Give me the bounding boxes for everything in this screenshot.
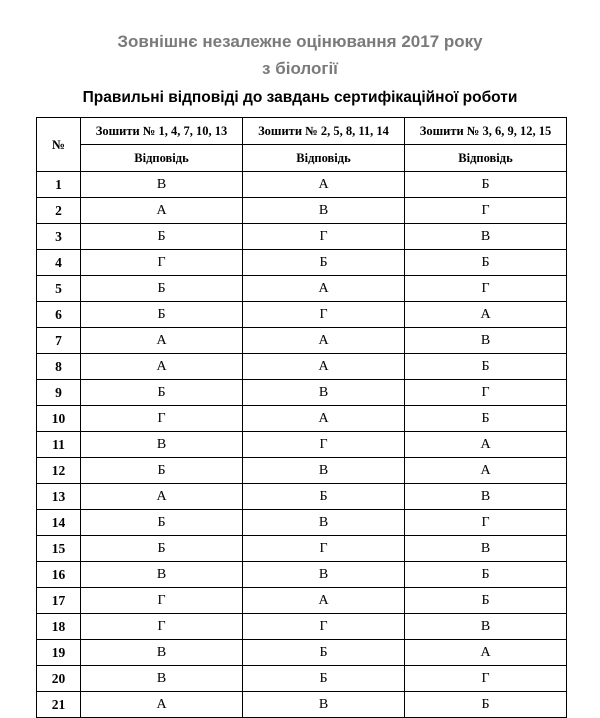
answer-cell: В: [405, 484, 567, 510]
answer-cell: Б: [405, 172, 567, 198]
question-number: 14: [37, 510, 81, 536]
question-number: 13: [37, 484, 81, 510]
answer-cell: В: [81, 562, 243, 588]
question-number: 8: [37, 354, 81, 380]
answer-cell: А: [405, 302, 567, 328]
document-title: Зовнішнє незалежне оцінювання 2017 року: [117, 32, 483, 51]
answer-cell: А: [405, 640, 567, 666]
answer-cell: Г: [243, 432, 405, 458]
table-row: [37, 250, 567, 276]
answers-table-body: [37, 172, 567, 718]
notebook-group-header: Зошити № 1, 4, 7, 10, 13: [81, 118, 243, 145]
table-row: [37, 172, 567, 198]
answer-cell: А: [81, 328, 243, 354]
answer-cell: Б: [81, 510, 243, 536]
answer-cell: А: [81, 354, 243, 380]
table-row: [37, 510, 567, 536]
answer-cell: Г: [243, 302, 405, 328]
answer-cell: Б: [81, 302, 243, 328]
table-subheader-row: [37, 145, 567, 172]
question-number: 18: [37, 614, 81, 640]
answer-cell: А: [243, 328, 405, 354]
answer-cell: Б: [243, 250, 405, 276]
question-number: 1: [37, 172, 81, 198]
answer-cell: Г: [405, 380, 567, 406]
answer-cell: В: [81, 666, 243, 692]
answer-cell: Г: [405, 198, 567, 224]
table-row: [37, 302, 567, 328]
answer-cell: В: [81, 172, 243, 198]
answer-cell: В: [243, 198, 405, 224]
answer-cell: А: [243, 276, 405, 302]
answer-cell: Б: [405, 406, 567, 432]
answer-cell: Б: [405, 354, 567, 380]
answer-cell: В: [405, 224, 567, 250]
answer-cell: А: [81, 484, 243, 510]
table-row: [37, 484, 567, 510]
answer-cell: Б: [243, 640, 405, 666]
notebook-group-header: Зошити № 2, 5, 8, 11, 14: [243, 118, 405, 145]
table-row: [37, 354, 567, 380]
answer-cell: Г: [405, 510, 567, 536]
question-number: 19: [37, 640, 81, 666]
table-row: [37, 536, 567, 562]
question-number: 11: [37, 432, 81, 458]
answer-cell: А: [81, 198, 243, 224]
question-number: 16: [37, 562, 81, 588]
question-number: 4: [37, 250, 81, 276]
answer-cell: Б: [405, 250, 567, 276]
answer-cell: А: [243, 172, 405, 198]
document-subtitle: Правильні відповіді до завдань сертифікаційної роботи: [82, 89, 518, 106]
table-row: [37, 198, 567, 224]
number-column-header: №: [37, 118, 81, 172]
question-number: 6: [37, 302, 81, 328]
question-number: 15: [37, 536, 81, 562]
answer-cell: Б: [405, 588, 567, 614]
table-row: [37, 224, 567, 250]
answer-cell: Г: [243, 536, 405, 562]
answer-cell: А: [405, 432, 567, 458]
question-number: 21: [37, 692, 81, 718]
answer-cell: А: [243, 406, 405, 432]
question-number: 9: [37, 380, 81, 406]
table-header-row: [37, 118, 567, 145]
question-number: 20: [37, 666, 81, 692]
table-row: [37, 640, 567, 666]
table-row: [37, 588, 567, 614]
table-row: [37, 666, 567, 692]
answer-cell: Б: [243, 484, 405, 510]
answers-table: [36, 117, 567, 718]
table-row: [37, 406, 567, 432]
answer-column-header: Відповідь: [405, 145, 567, 172]
answer-cell: А: [81, 692, 243, 718]
question-number: 3: [37, 224, 81, 250]
answer-cell: В: [81, 640, 243, 666]
question-number: 17: [37, 588, 81, 614]
question-number: 7: [37, 328, 81, 354]
answer-column-header: Відповідь: [243, 145, 405, 172]
answer-cell: Б: [81, 224, 243, 250]
question-number: 12: [37, 458, 81, 484]
answer-cell: Б: [81, 276, 243, 302]
answer-cell: В: [81, 432, 243, 458]
answer-cell: Б: [81, 458, 243, 484]
table-row: [37, 562, 567, 588]
answer-cell: Г: [405, 666, 567, 692]
answer-cell: Г: [81, 250, 243, 276]
answer-cell: А: [243, 354, 405, 380]
answer-cell: Г: [81, 588, 243, 614]
table-row: [37, 458, 567, 484]
table-row: [37, 614, 567, 640]
answer-cell: Г: [81, 614, 243, 640]
answer-column-header: Відповідь: [81, 145, 243, 172]
answer-cell: Б: [405, 692, 567, 718]
question-number: 2: [37, 198, 81, 224]
question-number: 5: [37, 276, 81, 302]
document-subject: з біології: [262, 59, 338, 78]
answer-cell: В: [243, 458, 405, 484]
answer-cell: Б: [81, 380, 243, 406]
table-row: [37, 276, 567, 302]
answer-cell: Г: [81, 406, 243, 432]
answer-cell: Б: [405, 562, 567, 588]
table-row: [37, 328, 567, 354]
answer-cell: Б: [81, 536, 243, 562]
answer-cell: В: [405, 614, 567, 640]
answer-cell: Г: [243, 614, 405, 640]
answer-cell: В: [243, 562, 405, 588]
answer-cell: В: [243, 692, 405, 718]
answer-cell: А: [405, 458, 567, 484]
question-number: 10: [37, 406, 81, 432]
answer-cell: Г: [405, 276, 567, 302]
answer-cell: В: [243, 510, 405, 536]
answer-cell: Г: [243, 224, 405, 250]
table-row: [37, 432, 567, 458]
answer-cell: В: [243, 380, 405, 406]
answer-cell: Б: [243, 666, 405, 692]
notebook-group-header: Зошити № 3, 6, 9, 12, 15: [405, 118, 567, 145]
answer-cell: В: [405, 328, 567, 354]
answer-cell: В: [405, 536, 567, 562]
table-row: [37, 380, 567, 406]
answer-cell: А: [243, 588, 405, 614]
